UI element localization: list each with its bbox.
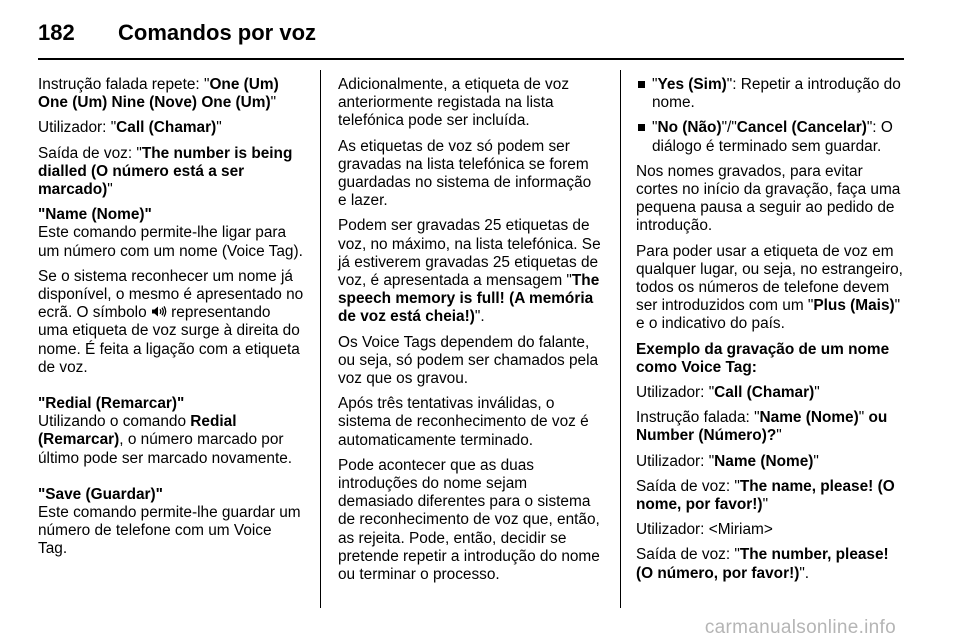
paragraph	[338, 457, 604, 584]
text-run: Saída de voz: "	[636, 477, 740, 495]
voice-tag-icon	[151, 305, 167, 318]
bold-text: Cancel (Cancelar)	[736, 119, 867, 137]
bullet-item	[636, 119, 904, 155]
bold-text: The speech memory is full! (A memória de voz está cheia!)	[338, 272, 600, 326]
text-run: Se o sistema reconhecer um nome já disponível, o mesmo é apresentado no ecrã. O símbolo	[38, 267, 304, 322]
paragraph	[636, 453, 904, 471]
text-run: "	[652, 119, 658, 137]
paragraph	[38, 268, 304, 377]
paragraph	[38, 486, 304, 559]
paragraph	[636, 521, 904, 539]
page-number: 182	[38, 20, 75, 45]
column-2	[338, 76, 604, 591]
text-run: Utilizador: "	[636, 384, 715, 402]
text-run: Utilizando o comando	[38, 413, 191, 431]
paragraph	[636, 546, 904, 582]
column-divider-2	[620, 70, 621, 608]
text-run: Este comando permite-lhe guardar um número de telefone com um Voice Tag.	[38, 504, 301, 558]
text-run: "	[814, 384, 820, 402]
bold-text: Plus (Mais)	[813, 297, 895, 315]
text-run: "	[858, 409, 869, 427]
watermark: carmanualsonline.info	[704, 617, 896, 638]
bold-text: The number is being dialled (O número está a ser marcado)	[38, 144, 293, 199]
paragraph	[38, 395, 304, 468]
paragraph	[636, 163, 904, 236]
page-header	[38, 16, 316, 50]
text-run: Podem ser gravadas 25 etiquetas de voz, no máximo, na lista telefónica. Se já estiverem gravadas 25 etiquetas de voz, é apresentada a mensagem "	[338, 217, 601, 290]
text-run: Utilizador: <Miriam>	[636, 521, 773, 539]
paragraph	[38, 76, 304, 112]
bullet-square-icon	[638, 124, 645, 131]
text-run: "	[776, 427, 782, 445]
text-run: Adicionalmente, a etiqueta de voz anteriormente registada na lista telefónica pode ser incluída.	[338, 76, 570, 130]
bold-text: The number, please! (O número, por favor!)	[636, 546, 889, 582]
paragraph	[636, 341, 904, 377]
text-run: "	[762, 496, 769, 514]
text-run: "	[107, 181, 113, 199]
bold-text: No (Não)	[657, 119, 722, 137]
column-3	[636, 76, 904, 590]
paragraph	[338, 395, 604, 450]
text-run: Nos nomes gravados, para evitar cortes no início da gravação, faça uma pequena pausa a seguir ao pedido de introdução.	[636, 162, 901, 235]
bold-text: "Redial (Remarcar)"	[38, 395, 185, 413]
bold-text: The name, please! (O nome, por favor!)	[636, 477, 895, 514]
text-run: As etiquetas de voz só podem ser gravadas na lista telefónica se forem guardadas no sistema de informação e lazer.	[338, 137, 592, 210]
page-title: Comandos por voz	[118, 20, 317, 45]
text-run: Utilizador: "	[38, 119, 117, 137]
header-rule	[38, 58, 904, 60]
bold-text: Name (Nome)	[714, 452, 814, 470]
text-run: ": O diálogo é terminado sem guardar.	[652, 119, 893, 155]
text-run: Instrução falada repete: "	[38, 76, 210, 93]
bold-text: One (Um) One (Um) Nine (Nove) One (Um)	[38, 76, 279, 112]
bold-text: Yes (Sim)	[657, 76, 727, 93]
text-run: Saída de voz: "	[38, 144, 142, 162]
paragraph	[338, 334, 604, 389]
bullet-item	[636, 76, 904, 112]
paragraph	[338, 76, 604, 131]
paragraph	[338, 138, 604, 211]
text-run: "/"	[721, 119, 737, 137]
text-run: Instrução falada: "	[636, 409, 760, 427]
paragraph	[636, 478, 904, 514]
column-1	[38, 76, 304, 566]
text-run: Pode acontecer que as duas introduções do nome sejam demasiado diferentes para o sistema de reconhecimento de voz que, então, as rejeita. Pode, então, decidir se pretende repetir a introdução do nome ou terminar o processo.	[338, 456, 600, 584]
text-run: Este comando permite-lhe ligar para um número com um nome (Voice Tag).	[38, 224, 303, 260]
bold-text: ou Number (Número)?	[636, 409, 888, 445]
text-run: , o número marcado por último pode ser marcado novamente.	[38, 431, 293, 467]
paragraph	[338, 217, 604, 326]
bold-text: Call (Chamar)	[116, 119, 217, 137]
bold-text: Call (Chamar)	[714, 384, 815, 402]
paragraph	[38, 206, 304, 261]
text-run: ".	[799, 564, 810, 582]
text-run: "	[813, 452, 819, 470]
bullet-square-icon	[638, 81, 645, 88]
bold-text: Exemplo da gravação de um nome como Voice Tag:	[636, 340, 890, 376]
text-run: Utilizador: "	[636, 452, 715, 470]
text-run: Para poder usar a etiqueta de voz em qualquer lugar, ou seja, no estrangeiro, todos os números de telefone devem ser introduzidos com um "	[636, 242, 903, 315]
bold-text: "Save (Guardar)"	[38, 485, 163, 503]
column-divider-1	[320, 70, 321, 608]
paragraph	[636, 409, 904, 445]
text-run: ".	[474, 308, 485, 326]
paragraph	[636, 384, 904, 402]
text-run: "	[270, 94, 277, 112]
text-run: "	[216, 119, 222, 137]
text-run: Após três tentativas inválidas, o sistema de reconhecimento de voz é automaticamente terminado.	[338, 395, 589, 449]
paragraph	[38, 119, 304, 137]
text-run: Os Voice Tags dependem do falante, ou seja, só podem ser chamados pela voz que os gravou.	[338, 333, 599, 388]
text-run: ": Repetir a introdução do nome.	[652, 76, 901, 112]
paragraph	[636, 243, 904, 334]
text-run: Saída de voz: "	[636, 546, 740, 564]
text-run: "	[652, 76, 658, 93]
bold-text: "Name (Nome)"	[38, 206, 152, 224]
text-run: representando uma etiqueta de voz surge à direita do nome. É feita a ligação com a etiqueta de voz.	[38, 304, 300, 376]
bold-text: Name (Nome)	[759, 409, 859, 427]
paragraph	[38, 145, 304, 200]
text-run: " e o indicativo do país.	[636, 297, 901, 333]
bold-text: Redial (Remarcar)	[38, 413, 237, 449]
